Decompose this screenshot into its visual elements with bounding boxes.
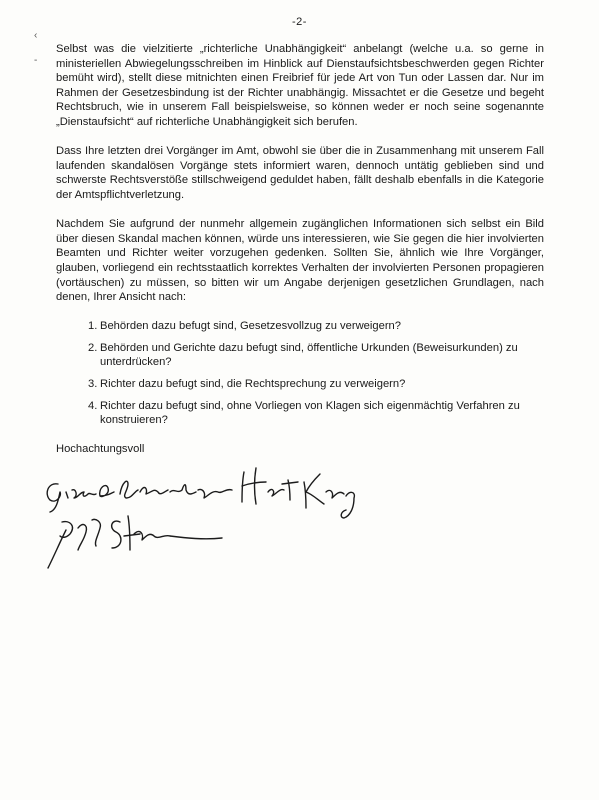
list-item-text: Richter dazu befugt sind, die Rechtsprechung zu verweigern? [100, 378, 406, 391]
list-item-number: 2. [88, 341, 98, 354]
list-item-text: Behörden dazu befugt sind, Gesetzesvollzug zu verweigern? [100, 320, 402, 333]
list-item [56, 377, 544, 392]
margin-mark: ‹ [34, 30, 38, 41]
signature-3 [48, 516, 222, 568]
list-item-number: 4. [88, 399, 98, 412]
list-item-text: Behörden und Gerichte dazu befugt sind, öffentliche Urkunden (Beweisurkunden) zu unterdrücken? [100, 341, 518, 369]
list-item-number: 1. [88, 320, 98, 333]
paragraph-2: Dass Ihre letzten drei Vorgänger im Amt, obwohl sie über die in Zusammenhang mit unserem Fall laufenden skandalösen Vorgänge stets informiert waren, dennoch untätig geblieben sind und schwerste Rechtsverstöße stillschweigend geduldet haben, fällt deshalb ebenfalls in die Kategorie der Amtspflichtverletzung. [56, 145, 544, 201]
question-list [56, 319, 544, 428]
paragraph-3: Nachdem Sie aufgrund der nunmehr allgemein zugänglichen Informationen sich selbst ein Bild über diesen Skandal machen können, würde uns interessieren, wie Sie gegen die hier involvierten Beamten und Richter weiter vorzugehen gedenken. Sollten Sie, ähnlich wie Ihre Vorgänger, glauben, vorliegend ein rechtsstaatlich korrektes Verhalten der involvierten Personen propagieren (vortäuschen) zu müssen, so bitten wir um Angabe derjenigen gesetzlichen Grundlagen, nach denen, Ihrer Ansicht nach: [56, 218, 544, 304]
list-item-text: Richter dazu befugt sind, ohne Vorliegen von Klagen sich eigenmächtig Verfahren zu konstruieren? [100, 399, 520, 427]
list-item [56, 319, 544, 334]
handwritten-signatures [36, 452, 376, 582]
signature-1 [47, 481, 232, 512]
list-item-number: 3. [88, 378, 98, 391]
letter-body [56, 42, 544, 456]
margin-mark: - [34, 55, 38, 66]
page-number: -2- [292, 16, 307, 28]
signature-block [36, 452, 376, 582]
signature-2 [242, 468, 354, 518]
paragraph-1: Selbst was die vielzitierte „richterliche Unabhängigkeit“ anbelangt (welche u.a. so gerne in ministeriellen Abwiegelungsschreiben im Hinblick auf Dienstaufsichtsbeschwerden gegen Richter bemüht wird), stellt diese mitnichten einen Freibrief für jede Art von Tun oder Lassen dar. Nur im Rahmen der Gesetzesbindung ist der Richter unabhängig. Missachtet er die Gesetze und begeht Rechtsbruch, wie in unserem Fall beispielsweise, so können weder er noch seine sogenannte „Dienstaufsicht“ auf richterliche Unabhängigkeit sich berufen. [56, 43, 544, 128]
list-item [56, 399, 544, 428]
closing-salutation: Hochachtungsvoll [56, 442, 145, 455]
list-item [56, 341, 544, 370]
